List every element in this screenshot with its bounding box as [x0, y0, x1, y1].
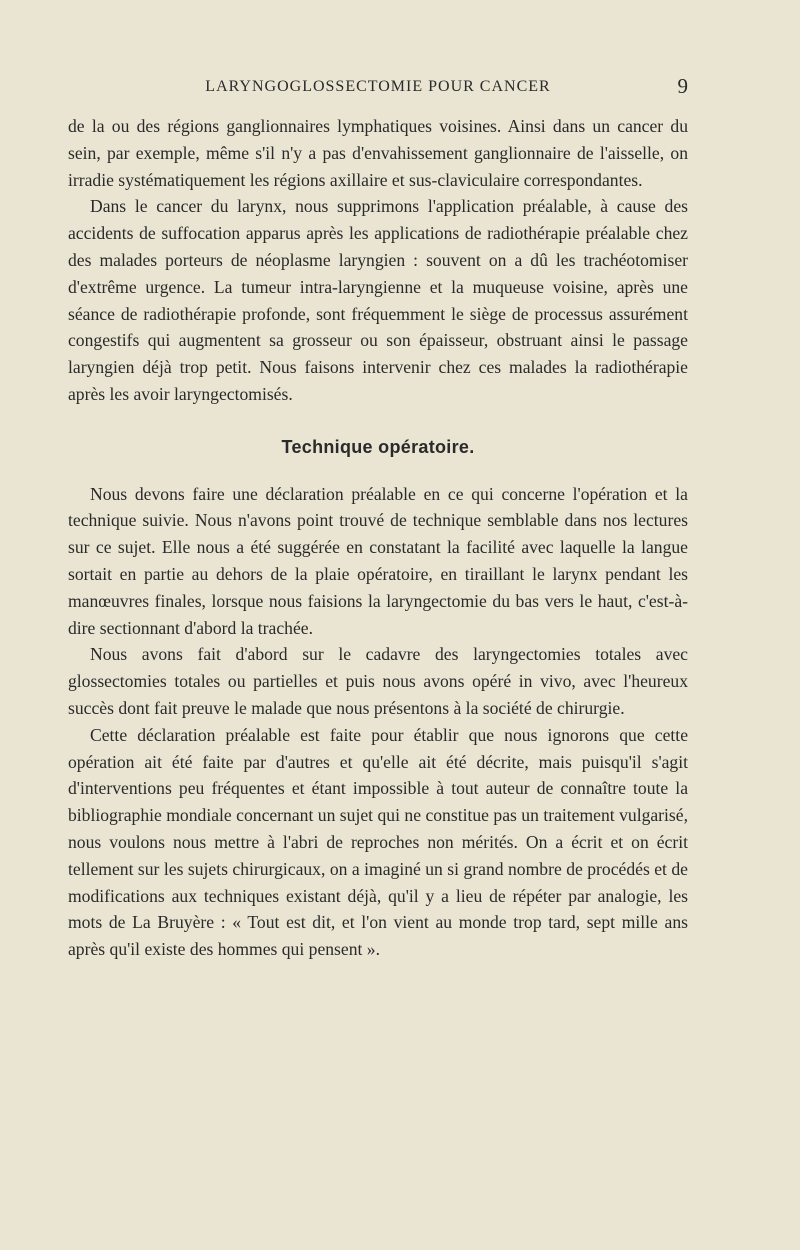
paragraph: Nous avons fait d'abord sur le cadavre des laryngectomies totales avec glossectomies totales ou partielles et puis nous avons opéré in vivo, avec l'heureux succès dont fait preuve le malade que nous présentons à la société de chirurgie. — [68, 644, 688, 718]
page-number: 9 — [677, 74, 688, 98]
paragraph: Dans le cancer du larynx, nous supprimons l'application préalable, à cause des accidents de suffocation apparus après les applications de radiothérapie préalable chez des malades porteurs de néoplasme laryngien : souvent on a dû les trachéotomiser d'extrême urgence. La tumeur intra-laryngienne et la muqueuse voisine, après une séance de radiothérapie profonde, sont fréquemment le siège de processus assurément congestifs qui augmentent sa grosseur ou son épaisseur, obstruant ainsi le passage laryngien déjà trop petit. Nous faisons intervenir chez ces malades la radiothérapie après les avoir laryngectomisés. — [68, 196, 688, 404]
running-title: LARYNGOGLOSSECTOMIE POUR CANCER — [205, 78, 551, 95]
paragraph: Nous devons faire une déclaration préalable en ce qui concerne l'opération et la technique suivie. Nous n'avons point trouvé de technique semblable dans nos lectures sur ce sujet. Elle nous a été suggérée en constatant la facilité avec laquelle la langue sortait en partie au dehors de la plaie opératoire, en tiraillant le larynx pendant les manœuvres finales, lorsque nous faisions la laryngectomie du bas vers le haut, c'est-à-dire sectionnant d'abord la trachée. — [68, 483, 688, 638]
paragraph: Cette déclaration préalable est faite pour établir que nous ignorons que cette opération ait été faite par d'autres et qu'elle ait été décrite, mais puisqu'il s'agit d'interventions peu fréquentes et étant impossible à tout auteur de connaître toute la bibliographie mondiale concernant un sujet qui ne constitue pas un traitement vulgarisé, nous voulons nous mettre à l'abri de reproches non mérités. On a écrit et on écrit tellement sur les sujets chirurgicaux, on a imaginé un si grand nombre de procédés et de modifications aux techniques existant déjà, qu'il y a lieu de répéter par analogie, les mots de La Bruyère : « Tout est dit, et l'on vient au monde trop tard, sept mille ans après qu'il existe des hommes qui pensent ». — [68, 724, 688, 960]
page-body — [68, 113, 688, 963]
running-head — [68, 74, 688, 104]
section-title: Technique opératoire. — [281, 436, 475, 457]
paragraph: de la ou des régions ganglionnaires lymphatiques voisines. Ainsi dans un cancer du sein, par exemple, même s'il n'y a pas d'envahissement ganglionnaire de l'aisselle, on irradie systématiquement les régions axillaire et sus-claviculaire correspondantes. — [68, 116, 688, 190]
